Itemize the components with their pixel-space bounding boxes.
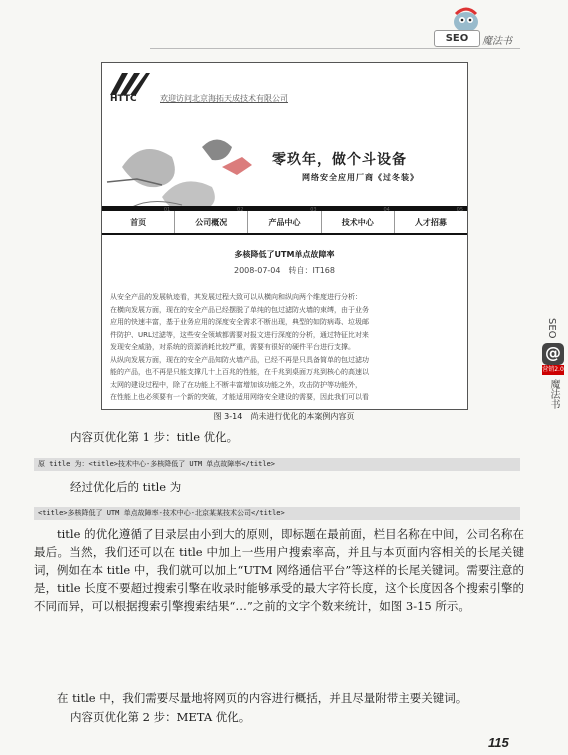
- nav-item-tech[interactable]: 04 技术中心: [322, 211, 395, 233]
- seo-badge: SEO: [434, 30, 480, 47]
- code-optimized-title: <title>多核降低了 UTM 单点故障率-技术中心-北京某某技术公司</title>: [34, 507, 520, 520]
- book-title: 魔法书: [482, 36, 512, 47]
- side-tab: [540, 318, 566, 409]
- body-paragraph: title 的优化遵循了目录层由小到大的原则，即标题在最前面，栏目名称在中间，公司名称在最后。当然，我们还可以在 title 中加上一些用户搜索率高，并且与本页面内容相关的长尾关键词，例如在本 title 中，我们就可以加上“UTM 网络通信平台”等这样的长尾关键词。需要注意的是，title 长度不要超过搜索引擎在收录时能够承受的最大字符长度，这个长度因各个搜索引擎的不同而异，可以根据搜索引擎搜索结果“…”之前的文字个数来统计，如图 3-15 所示。: [34, 527, 524, 613]
- side-tab-book: 魔法书: [548, 378, 559, 409]
- article-line: 件防护、URL过滤等，这些安全领域都需要对报文进行深度的分析，通过特征比对来: [110, 330, 369, 339]
- article-body: [110, 291, 460, 404]
- article-meta: 2008-07-04 转自：IT168: [233, 266, 335, 275]
- article-title: 多核降低了UTM单点故障率: [234, 250, 335, 259]
- nav-item-company[interactable]: 02 公司概况: [175, 211, 248, 233]
- article-line: 从纵向发展方面，现在的安全产品知防火墙产品，已经不再是只具备简单的包过滤功: [110, 355, 369, 364]
- company-logo-text: HTTC: [110, 94, 137, 104]
- article-line: 发现安全威胁，对系统的资源消耗比较严重，需要有很好的硬件平台进行支撑。: [110, 343, 355, 351]
- banner-slogan: 零玖年，做个斗设备: [272, 152, 407, 168]
- article-line: 在横向发展方面，现在的安全产品已经摆脱了单纯的包过滤防火墙的束缚，由于业务: [110, 305, 369, 314]
- code-original-title: 原 title 为：<title>技术中心-多核降低了 UTM 单点故障率</title>: [34, 458, 520, 471]
- step1-heading: 内容页优化第 1 步：title 优化。: [70, 430, 239, 444]
- article-line: 太网的建设过程中，除了在功能上不断丰富增加该功能之外，攻击防护等功能外，: [110, 380, 362, 389]
- nav-item-products[interactable]: 03 产品中心: [248, 211, 321, 233]
- article-line: 从安全产品的发展轨迹看，其发展过程大致可以从横向和纵向两个维度进行分析：: [110, 293, 362, 301]
- figure-screenshot: [101, 62, 468, 410]
- welcome-link[interactable]: 欢迎访问北京海拓天成技术有限公司: [160, 94, 288, 103]
- step2-heading: 内容页优化第 2 步：META 优化。: [70, 710, 251, 724]
- article-line: 应用的快速丰富，基于业务应用的深度安全需求不断出现，典型的如防病毒、垃圾邮: [110, 318, 369, 326]
- side-tab-seo: SEO: [546, 318, 557, 339]
- body-paragraph-2: 在 title 中，我们需要尽量地将网页的内容进行概括，并且尽量附带主要关键词。: [57, 691, 468, 705]
- page-number: 115: [488, 735, 509, 750]
- nav-item-home[interactable]: 01 首页: [102, 211, 175, 233]
- article-line: 能的产品，也不再是只能支撑几十上百兆的性能，在千兆到桌面万兆到核心的高速以: [110, 368, 369, 376]
- figure-caption: 图 3-14 尚未进行优化的本案例内容页: [213, 412, 355, 421]
- optimized-label: 经过优化后的 title 为: [70, 480, 182, 494]
- header-rule: [150, 48, 520, 49]
- version-label: 营销2.0: [542, 365, 564, 373]
- site-nav-bar: [102, 206, 467, 235]
- banner-subslogan: 网络安全应用厂商《过冬装》: [302, 172, 419, 182]
- nav-item-careers[interactable]: 05 人才招募: [414, 207, 464, 227]
- article-line: 在性能上也必须要有一个新的突破，才能适用网络安全建设的需要，因此我们可以看: [110, 393, 369, 401]
- at-sign-icon: @: [542, 343, 564, 365]
